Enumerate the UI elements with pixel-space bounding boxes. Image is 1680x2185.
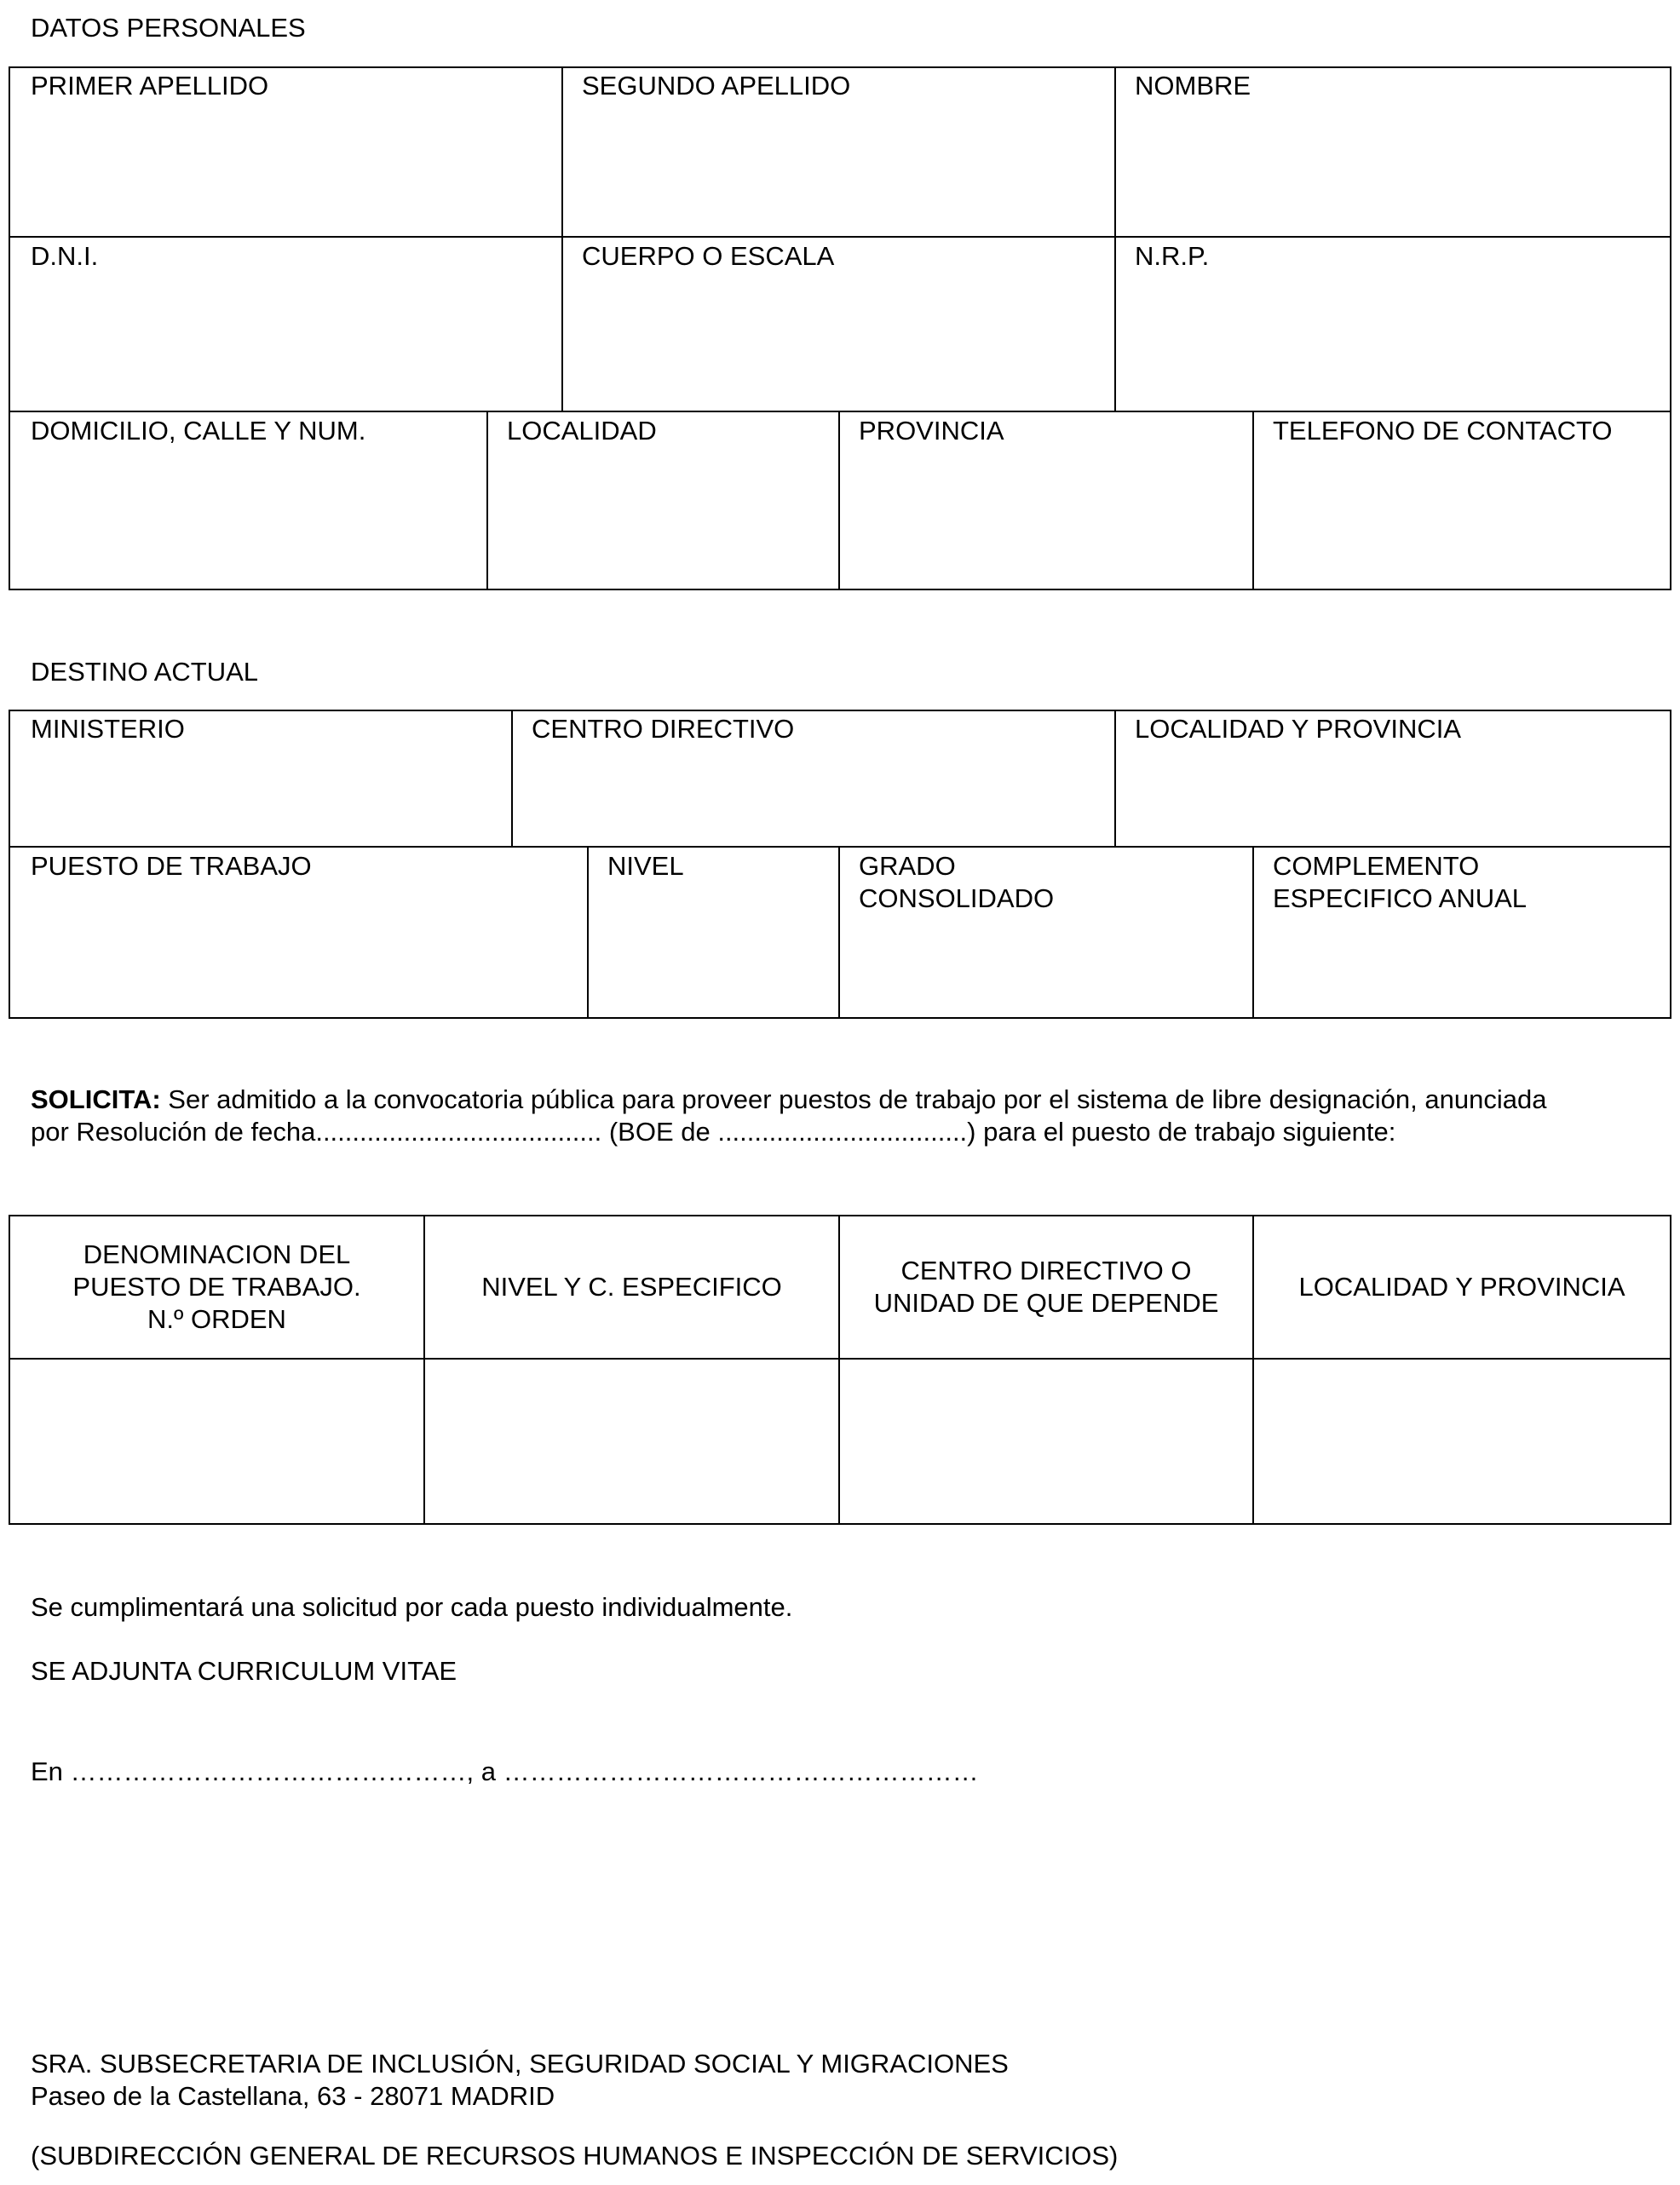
table-divider [1114,66,1116,411]
table-divider [561,66,563,411]
puesto-localidad-provincia-field[interactable] [1256,1361,1668,1523]
telefono-contacto-field[interactable] [1256,449,1668,587]
dni-field[interactable] [12,274,559,408]
note-una-solicitud: Se cumplimentará una solicitud por cada puesto individualmente. [31,1592,793,1622]
table-divider [1252,846,1254,1019]
nivel-field[interactable] [590,917,836,1015]
centro-directivo-unidad-field[interactable] [842,1361,1251,1523]
grado-consolidado-field[interactable] [842,917,1250,1015]
header-centro-directivo: CENTRO DIRECTIVO O UNIDAD DE QUE DEPENDE [873,1256,1219,1318]
table-divider [838,411,840,590]
label-complemento-especifico: COMPLEMENTO ESPECIFICO ANUAL [1273,851,1528,913]
domicilio-field[interactable] [12,449,484,587]
solicita-label: SOLICITA: [31,1084,161,1114]
segundo-apellido-field[interactable] [565,104,1112,233]
label-primer-apellido: PRIMER APELLIDO [31,71,269,101]
primer-apellido-field[interactable] [12,104,559,233]
subdireccion: (SUBDIRECCIÓN GENERAL DE RECURSOS HUMANOS E INSPECCIÓN DE SERVICIOS) [31,2141,1119,2171]
header-denominacion-puesto: DENOMINACION DEL PUESTO DE TRABAJO. N.º ORDEN [72,1239,361,1334]
table-divider [1114,710,1116,846]
complemento-especifico-field[interactable] [1256,917,1668,1015]
table-divider [9,846,1671,848]
note-curriculum-vitae: SE ADJUNTA CURRICULUM VITAE [31,1656,457,1686]
label-nombre: NOMBRE [1135,71,1251,101]
label-cuerpo-escala: CUERPO O ESCALA [582,241,835,271]
table-divider [587,846,589,1019]
label-centro-directivo: CENTRO DIRECTIVO [532,714,795,744]
label-domicilio: DOMICILIO, CALLE Y NUM. [31,416,366,446]
nrp-field[interactable] [1118,274,1668,408]
table-divider [9,411,1671,412]
ministerio-field[interactable] [12,747,509,843]
label-nivel: NIVEL [607,851,684,881]
cuerpo-escala-field[interactable] [565,274,1112,408]
address: Paseo de la Castellana, 63 - 28071 MADRID [31,2081,555,2111]
label-grado-consolidado: GRADO CONSOLIDADO [859,851,1055,913]
lugar-fecha-line[interactable]: En ………………………………………, a ……………………………………………… [31,1757,979,1786]
solicita-line-2: por Resolución de fecha....................................... (BOE de ..................................) para el puesto de trabajo siguiente: [31,1117,1396,1147]
label-puesto-trabajo: PUESTO DE TRABAJO [31,851,312,881]
nivel-c-especifico-field[interactable] [427,1361,837,1523]
label-nrp: N.R.P. [1135,241,1210,271]
table-divider [9,236,1671,238]
denominacion-puesto-field[interactable] [12,1361,422,1523]
section-heading-destino-actual: DESTINO ACTUAL [31,657,258,687]
centro-directivo-field[interactable] [515,747,1112,843]
table-divider [511,710,513,846]
label-localidad: LOCALIDAD [507,416,657,446]
label-ministerio: MINISTERIO [31,714,185,744]
nombre-field[interactable] [1118,104,1668,233]
table-divider [1252,411,1254,590]
localidad-provincia-field[interactable] [1118,747,1668,843]
solicita-line-1 [31,1084,1668,1116]
table-divider [838,846,840,1019]
section-heading-datos-personales: DATOS PERSONALES [31,13,306,43]
localidad-field[interactable] [490,449,836,587]
header-nivel-c-especifico: NIVEL Y C. ESPECIFICO [481,1272,782,1302]
label-provincia: PROVINCIA [859,416,1004,446]
header-localidad-provincia: LOCALIDAD Y PROVINCIA [1298,1272,1625,1302]
provincia-field[interactable] [842,449,1250,587]
table-divider [9,1358,1671,1360]
label-localidad-provincia: LOCALIDAD Y PROVINCIA [1135,714,1462,744]
solicita-text: Ser admitido a la convocatoria pública para proveer puestos de trabajo por el sistema de libre designación, anunciada [160,1084,1547,1114]
table-divider [486,411,488,590]
puesto-trabajo-field[interactable] [12,917,584,1015]
label-telefono-contacto: TELEFONO DE CONTACTO [1273,416,1613,446]
label-segundo-apellido: SEGUNDO APELLIDO [582,71,851,101]
label-dni: D.N.I. [31,241,99,271]
addressee: SRA. SUBSECRETARIA DE INCLUSIÓN, SEGURIDAD SOCIAL Y MIGRACIONES [31,2049,1009,2079]
